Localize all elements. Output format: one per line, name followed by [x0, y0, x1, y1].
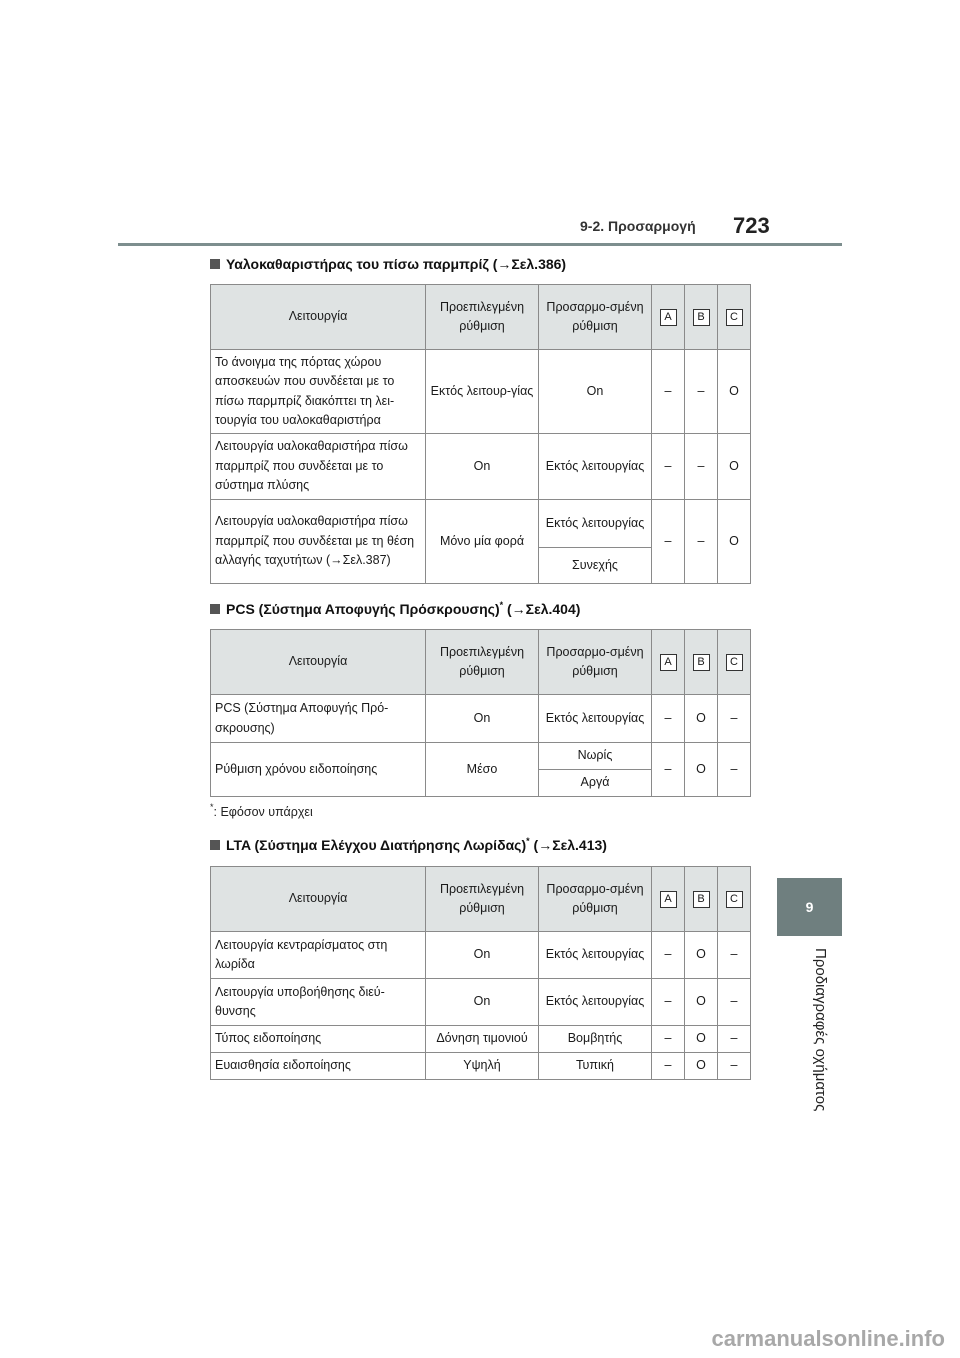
c-cell: – [718, 979, 751, 1026]
b-cell: – [685, 434, 718, 500]
a-cell: – [652, 932, 685, 979]
c-cell: O [718, 350, 751, 434]
b-cell: O [685, 932, 718, 979]
b-cell: – [685, 350, 718, 434]
footnote-marker: * [210, 802, 214, 812]
column-header [718, 867, 751, 932]
b-cell: O [685, 743, 718, 797]
header-divider [118, 243, 842, 246]
column-header [718, 285, 751, 350]
b-cell: O [685, 1053, 718, 1080]
default-cell: Εκτός λειτουρ-γίας [426, 350, 539, 434]
default-cell: Μόνο μία φορά [426, 500, 539, 584]
column-header [652, 867, 685, 932]
table-row [211, 1026, 751, 1053]
footnote-marker: * [499, 600, 504, 610]
b-cell: O [685, 979, 718, 1026]
column-header [652, 285, 685, 350]
footnote-text: : Εφόσον υπάρχει [213, 805, 313, 819]
function-cell: Ρύθμιση χρόνου ειδοποίησης [211, 743, 426, 797]
a-cell: – [652, 500, 685, 584]
column-c-label: C [726, 891, 743, 908]
default-cell: On [426, 695, 539, 743]
table-row [211, 434, 751, 500]
chapter-title: Προδιαγραφές οχήματος [812, 948, 829, 1112]
function-cell: Λειτουργία υποβοήθησης διεύ-θυνσης [211, 979, 426, 1026]
section-label: 9-2. Προσαρμογή [580, 218, 696, 234]
table-row [211, 350, 751, 434]
settings-table [210, 629, 751, 797]
default-cell: On [426, 434, 539, 500]
a-cell: – [652, 695, 685, 743]
b-cell: – [685, 500, 718, 584]
c-cell: – [718, 1026, 751, 1053]
page-number: 723 [733, 213, 770, 238]
column-header [685, 285, 718, 350]
column-header: Προεπιλεγμένη ρύθμιση [426, 630, 539, 695]
table-header [211, 630, 751, 695]
default-cell: Υψηλή [426, 1053, 539, 1080]
custom-cell: Τυπική [539, 1053, 652, 1080]
settings-table [210, 866, 751, 1080]
a-cell: – [652, 979, 685, 1026]
square-bullet-icon [210, 604, 220, 614]
column-header: Λειτουργία [211, 630, 426, 695]
footnote [210, 802, 313, 819]
table-row [211, 743, 751, 770]
column-header: Προσαρμο-σμένη ρύθμιση [539, 285, 652, 350]
function-cell: PCS (Σύστημα Αποφυγής Πρό-σκρουσης) [211, 695, 426, 743]
custom-cell: Αργά [539, 770, 652, 797]
custom-cell: Εκτός λειτουργίας [539, 695, 652, 743]
column-header: Προσαρμο-σμένη ρύθμιση [539, 867, 652, 932]
column-c-label: C [726, 309, 743, 326]
section-heading [210, 600, 580, 617]
chapter-tab [777, 878, 842, 936]
a-cell: – [652, 350, 685, 434]
section-title: Υαλοκαθαριστήρας του πίσω παρμπρίζ [226, 256, 489, 272]
column-b-label: B [693, 891, 710, 908]
column-b-label: B [693, 654, 710, 671]
default-cell: On [426, 979, 539, 1026]
table-row [211, 1053, 751, 1080]
column-header [685, 867, 718, 932]
b-cell: O [685, 695, 718, 743]
page-reference[interactable]: (→Σελ.386) [492, 256, 567, 272]
custom-cell: Εκτός λειτουργίας [539, 932, 652, 979]
custom-cell: Βομβητής [539, 1026, 652, 1053]
column-a-label: A [660, 891, 677, 908]
section-heading [210, 836, 607, 853]
column-b-label: B [693, 309, 710, 326]
footnote-marker: * [526, 836, 530, 846]
table-row [211, 979, 751, 1026]
column-header [718, 630, 751, 695]
function-cell: Το άνοιγμα της πόρτας χώρου αποσκευών που συνδέεται με το πίσω παρμπρίζ διακόπτει τη λει-τουργία του υαλοκαθαριστήρα [211, 350, 426, 434]
table-row [211, 932, 751, 979]
column-header [652, 630, 685, 695]
default-cell: Δόνηση τιμονιού [426, 1026, 539, 1053]
custom-cell: Εκτός λειτουργίας [539, 434, 652, 500]
square-bullet-icon [210, 259, 220, 269]
column-a-label: A [660, 654, 677, 671]
table-header [211, 285, 751, 350]
b-cell: O [685, 1026, 718, 1053]
section-title: PCS (Σύστημα Αποφυγής Πρόσκρουσης) [226, 601, 500, 617]
c-cell: O [718, 434, 751, 500]
column-header: Λειτουργία [211, 285, 426, 350]
settings-table [210, 284, 751, 584]
a-cell: – [652, 434, 685, 500]
custom-cell: Συνεχής [539, 548, 652, 584]
watermark: carmanualsonline.info [711, 1326, 945, 1351]
c-cell: – [718, 695, 751, 743]
function-cell: Τύπος ειδοποίησης [211, 1026, 426, 1053]
default-cell: On [426, 932, 539, 979]
column-c-label: C [726, 654, 743, 671]
function-cell: Λειτουργία κεντραρίσματος στη λωρίδα [211, 932, 426, 979]
function-cell: Λειτουργία υαλοκαθαριστήρα πίσω παρμπρίζ που συνδέεται με τη θέση αλλαγής ταχυτήτων (→Σελ.387) [211, 500, 426, 584]
column-header: Προσαρμο-σμένη ρύθμιση [539, 630, 652, 695]
a-cell: – [652, 1026, 685, 1053]
c-cell: – [718, 1053, 751, 1080]
c-cell: – [718, 932, 751, 979]
section-heading [210, 256, 566, 272]
a-cell: – [652, 743, 685, 797]
custom-cell: Εκτός λειτουργίας [539, 500, 652, 548]
function-cell: Ευαισθησία ειδοποίησης [211, 1053, 426, 1080]
page-reference[interactable]: (→Σελ.404) [507, 601, 581, 617]
column-header [685, 630, 718, 695]
a-cell: – [652, 1053, 685, 1080]
table-row [211, 695, 751, 743]
section-title: LTA (Σύστημα Ελέγχου Διατήρησης Λωρίδας) [226, 837, 527, 853]
column-a-label: A [660, 309, 677, 326]
custom-cell: Εκτός λειτουργίας [539, 979, 652, 1026]
column-header: Λειτουργία [211, 867, 426, 932]
function-cell: Λειτουργία υαλοκαθαριστήρα πίσω παρμπρίζ που συνδέεται με το σύστημα πλύσης [211, 434, 426, 500]
table-row [211, 500, 751, 548]
chapter-number: 9 [805, 899, 814, 915]
custom-cell: On [539, 350, 652, 434]
c-cell: O [718, 500, 751, 584]
column-header: Προεπιλεγμένη ρύθμιση [426, 285, 539, 350]
column-header: Προεπιλεγμένη ρύθμιση [426, 867, 539, 932]
page-reference[interactable]: (→Σελ.413) [533, 837, 607, 853]
square-bullet-icon [210, 840, 220, 850]
default-cell: Μέσο [426, 743, 539, 797]
table-header [211, 867, 751, 932]
custom-cell: Νωρίς [539, 743, 652, 770]
c-cell: – [718, 743, 751, 797]
